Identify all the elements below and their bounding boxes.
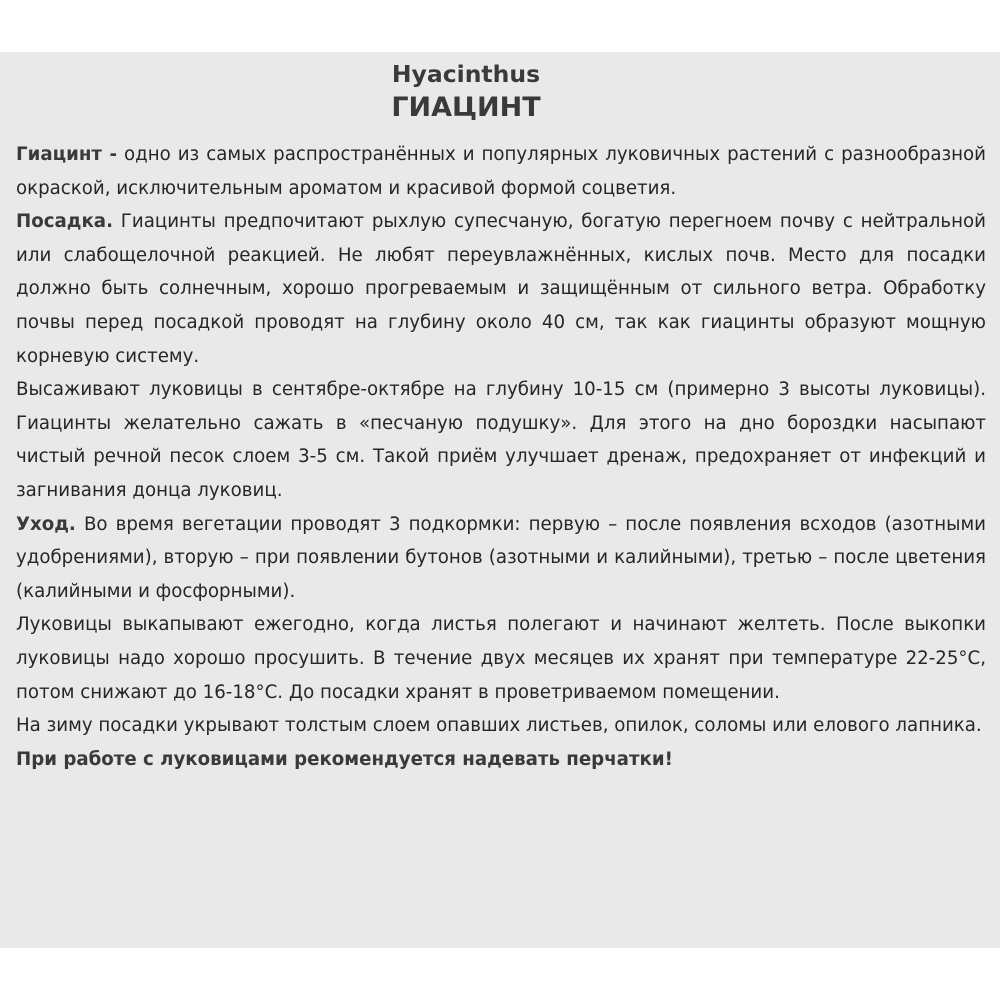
planting-text: Гиацинты предпочитают рыхлую супесчаную, богатую перегноем почву с нейтральной или слабощелочной реакцией. Не любят переувлажнённых, кислых почв. Место для посадки должно быть солнечным, хорошо прогреваемым и защищённым от сильного ветра. Обработку почвы перед посадкой проводят на глубину около 40 см, так как гиацинты образуют мощную корневую систему.: [16, 211, 986, 367]
intro-paragraph: [16, 138, 986, 205]
planting-lead: Посадка.: [16, 211, 113, 233]
care-text: Во время вегетации проводят 3 подкормки: первую – после появления всходов (азотными удобрениями), вторую – при появлении бутонов (азотными и калийными), третью – после цветения (калийными и фосфорными).: [16, 513, 986, 602]
planting-depth-paragraph: Высаживают луковицы в сентябре-октябре на глубину 10-15 см (примерно 3 высоты луковицы). Гиацинты желательно сажать в «песчаную подушку». Для этого на дно бороздки насыпают чистый речной песок слоем 3-5 см. Такой приём улучшает дренаж, предохраняет от инфекций и загнивания донца луковиц.: [16, 379, 986, 501]
intro-lead: Гиацинт -: [16, 144, 118, 165]
gloves-warning: При работе с луковицами рекомендуется надевать перчатки!: [16, 748, 673, 770]
packet-back: [0, 52, 1000, 948]
care-lead: Уход.: [16, 513, 76, 535]
digging-paragraph: Луковицы выкапывают ежегодно, когда листья полегают и начинают желтеть. После выкопки луковицы надо хорошо просушить. В течение двух месяцев их хранят при температуре 22-25°С, потом снижают до 16-18°С. До посадки хранят в проветриваемом помещении.: [16, 614, 986, 703]
description-text: [16, 138, 986, 776]
intro-text: одно из самых распространённых и популярных луковичных растений с разнообразной окраской, исключительным ароматом и красивой формой соцветия.: [16, 144, 986, 199]
care-paragraph: [16, 508, 986, 609]
title-latin: Hyacinthus: [391, 60, 541, 88]
title-block: [16, 60, 916, 128]
planting-paragraph: [16, 205, 986, 373]
winter-paragraph: На зиму посадки укрывают толстым слоем опавших листьев, опилок, соломы или елового лапника.: [16, 715, 982, 737]
title-russian: ГИАЦИНТ: [391, 92, 541, 123]
